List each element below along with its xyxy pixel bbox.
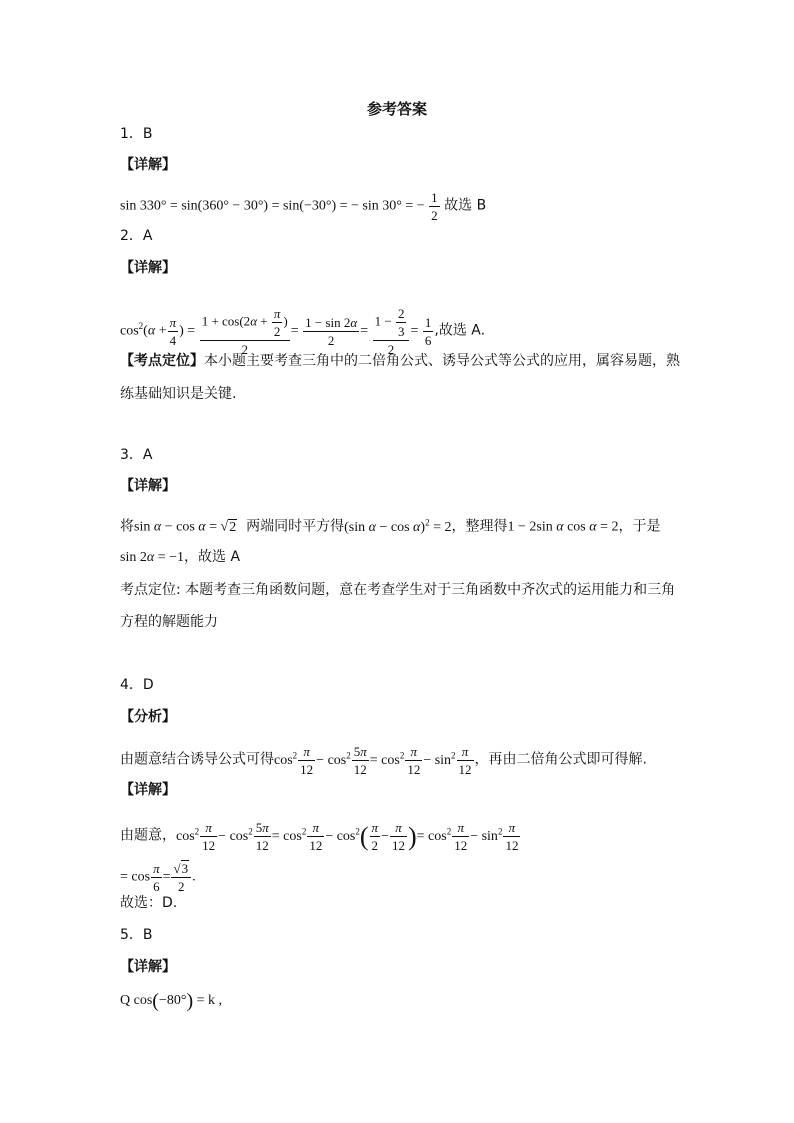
q5-detail-tag: 【详解】	[120, 959, 176, 975]
q3-text-d: ，于是	[618, 518, 661, 535]
q3-text-c: ，整理得	[451, 518, 508, 535]
q4-detail-line1: 由题意，$\cos^2$ $\frac{\pi}{12}$ − $\cos^2$ $\frac{5\pi}{12}$ = $\cos^2$ $\frac{\pi}{12}$ − $\cos^2$( $\frac{\pi}{2}$ − $\frac{\pi}{12}$ )= $\cos^2$ $\frac{\pi}{12}$ − $\sin^2$ $\frac{\pi}{12}$	[120, 820, 519, 853]
q2-note-line2: 练基础知识是关键.	[120, 386, 237, 402]
page-title: 参考答案	[366, 100, 427, 118]
q3-number: 3．A	[120, 447, 153, 463]
q3-line1: 将sin α − cos α = √2 两端同时平方得(sin α − cos α)$^2$ = 2，整理得1 − 2sin α cos α = 2，于是	[120, 517, 661, 535]
q3-note-line2: 方程的解题能力	[120, 614, 218, 630]
q3-detail-tag: 【详解】	[120, 478, 176, 494]
q4-analysis-tag: 【分析】	[120, 709, 176, 725]
q3-text-b: 两端同时平方得	[246, 518, 345, 535]
q1-frac-num: 1	[431, 190, 438, 205]
q5-detail-line1: Q cos(−80°) = k ,	[120, 990, 223, 1012]
q2-answer-tail: ,故选 A.	[434, 322, 486, 339]
q4-conclusion: 故选：D.	[120, 895, 178, 911]
q4-analysis: 由题意结合诱导公式可得$\cos^2$ $\frac{\pi}{12}$ − $\cos^2$ $\frac{5\pi}{12}$ = $\cos^2$ $\frac{\pi}{12}$ − $\sin^2$ $\frac{\pi}{12}$ ，再由二倍角公式即可得解.	[120, 744, 647, 777]
q2-note	[120, 351, 680, 371]
q1-number: 1．B	[120, 126, 153, 142]
q2-detail-tag: 【详解】	[120, 260, 176, 276]
q2-solution: $\cos^2(\alpha$ + $\frac{\pi}{4}$ ) = 1 + cos(2α + $\frac{\pi}{2}$ ) 2 = $\frac{1 - \sin 2\alpha}{2}$ = 1 − $\frac{2}{3}$ 2 = $\frac{1}{6}$ ,故选 A.	[120, 306, 486, 357]
q3-text-a: 将	[120, 518, 134, 535]
q2-note-tag: 【考点定位】	[120, 353, 204, 369]
q4-analysis-b: ，再由二倍角公式即可得解.	[474, 751, 647, 768]
q1-detail-tag: 【详解】	[120, 157, 176, 173]
q1-answer-tail: 故选 B	[444, 197, 487, 214]
q2-note-line1: 本小题主要考查三角中的二倍角公式、诱导公式等公式的应用，属容易题，熟	[204, 353, 680, 369]
q3-answer-tail: ，故选 A	[184, 549, 241, 565]
q1-frac-den: 2	[431, 208, 438, 223]
q4-detail-line2: = cos $\frac{\pi}{6}$ = $\frac{√3}{2}$ .	[120, 861, 196, 894]
q2-number: 2．A	[120, 228, 153, 244]
q5-expr-tail: = k ,	[196, 993, 223, 1009]
q1-expression: sin 330° = sin(360° − 30°) = sin(−30°) = − sin 30° = −	[120, 198, 425, 214]
q4-number: 4．D	[120, 677, 154, 693]
q4-analysis-a: 由题意结合诱导公式可得	[120, 751, 274, 768]
q3-line2: sin 2α = −1，故选 A	[120, 549, 241, 565]
q3-note-line1: 考点定位: 本题考查三角函数问题，意在考查学生对于三角函数中齐次式的运用能力和三角	[120, 582, 676, 598]
q1-fraction	[429, 189, 440, 224]
q1-solution	[120, 189, 486, 224]
q4-detail-tag: 【详解】	[120, 782, 176, 798]
q4-detail-a: 由题意，	[120, 827, 176, 844]
q5-number: 5．B	[120, 927, 153, 943]
